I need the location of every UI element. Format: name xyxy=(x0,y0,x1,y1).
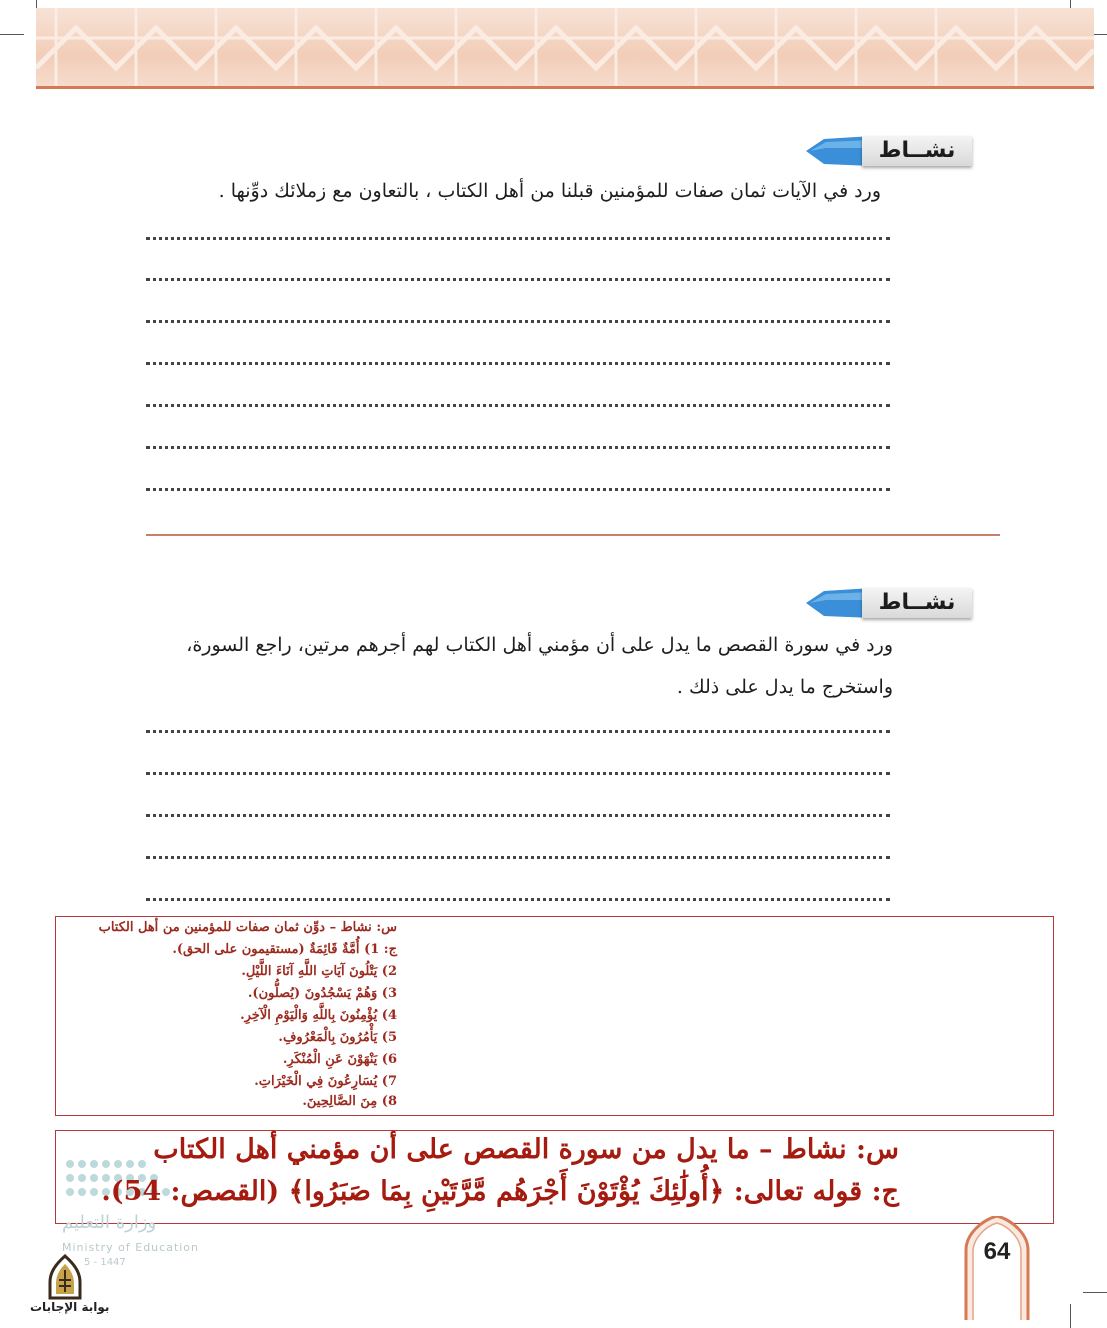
answer-item: 8) مِنَ الصَّالِحِينَ. xyxy=(302,1094,397,1109)
activity-prompt-line2: واستخرج ما يدل على ذلك . xyxy=(676,676,893,698)
answer2-answer: ج: قوله تعالى: ﴿أُولَٰئِكَ يُؤْتَوْنَ أَجْرَهُم مَّرَّتَيْنِ بِمَا صَبَرُوا﴾ (القصص: 54). xyxy=(101,1176,899,1207)
ministry-name-ar: وزارة التعليم xyxy=(62,1212,157,1233)
answer-dotted-line[interactable] xyxy=(146,446,890,449)
geometric-pattern-icon xyxy=(36,8,1094,88)
page-number: 64 xyxy=(983,1238,1011,1265)
answer-item: 7) يُسَارِعُونَ فِي الْخَيْرَاتِ. xyxy=(254,1074,397,1089)
crop-mark xyxy=(0,34,24,35)
answer-dotted-line[interactable] xyxy=(146,772,890,775)
activity-prompt: ورد في الآيات ثمان صفات للمؤمنين قبلنا من أهل الكتاب ، بالتعاون مع زملائك دوِّنها . xyxy=(218,180,881,202)
header-accent-line xyxy=(36,86,1094,89)
answer-dotted-line[interactable] xyxy=(146,488,890,491)
answer-item: 5) يَأْمُرُونَ بِالْمَعْرُوفِ. xyxy=(278,1030,397,1045)
answer-dotted-line[interactable] xyxy=(146,898,890,901)
ministry-year: 5 - 1447 xyxy=(84,1257,126,1268)
section-divider xyxy=(146,534,1000,536)
answer-dotted-line[interactable] xyxy=(146,814,890,817)
answer2-question: س: نشاط – ما يدل من سورة القصص على أن مؤمني أهل الكتاب xyxy=(153,1134,899,1165)
answer-question: س: نشاط – دوِّن ثمان صفات للمؤمنين من أهل الكتاب xyxy=(98,920,397,935)
answer-item: 2) يَتْلُونَ آيَاتِ اللَّهِ آنَاءَ اللَّيْلِ. xyxy=(241,964,397,979)
answer-dotted-line[interactable] xyxy=(146,404,890,407)
ministry-name-en: Ministry of Education xyxy=(62,1241,200,1254)
activity-tag-1 xyxy=(806,134,972,168)
answer-dotted-line[interactable] xyxy=(146,856,890,859)
activity-tag-label: نشــاط xyxy=(862,588,972,618)
activity-tag-2 xyxy=(806,586,972,620)
answer-dotted-line[interactable] xyxy=(146,320,890,323)
activity-tag-label: نشــاط xyxy=(862,136,972,166)
answer-dotted-line[interactable] xyxy=(146,730,890,733)
crop-mark xyxy=(1070,1304,1071,1328)
answer-item: 6) يَنْهَوْنَ عَنِ الْمُنْكَرِ. xyxy=(282,1052,397,1067)
answer-dotted-line[interactable] xyxy=(146,362,890,365)
answer-dotted-line[interactable] xyxy=(146,278,890,281)
lamp-logo-icon xyxy=(42,1254,88,1300)
brand-name: بوابة الإجابات xyxy=(30,1300,110,1314)
answer-item: 4) يُؤْمِنُونَ بِاللَّهِ وَالْيَوْمِ الْآخِرِ. xyxy=(240,1008,397,1023)
header-pattern-band xyxy=(36,8,1094,88)
answer-item: 3) وَهُمْ يَسْجُدُونَ (يُصلُّون). xyxy=(247,986,397,1001)
page-number-tab-icon xyxy=(964,1216,1030,1320)
answer-dotted-line[interactable] xyxy=(146,237,890,240)
crop-mark xyxy=(1083,1292,1107,1293)
answer-item: ج: 1) أُمَّةٌ قَائِمَةٌ (مستقيمون على الحق). xyxy=(172,942,397,957)
activity-prompt-line1: ورد في سورة القصص ما يدل على أن مؤمني أهل الكتاب لهم أجرهم مرتين، راجع السورة، xyxy=(186,634,893,656)
